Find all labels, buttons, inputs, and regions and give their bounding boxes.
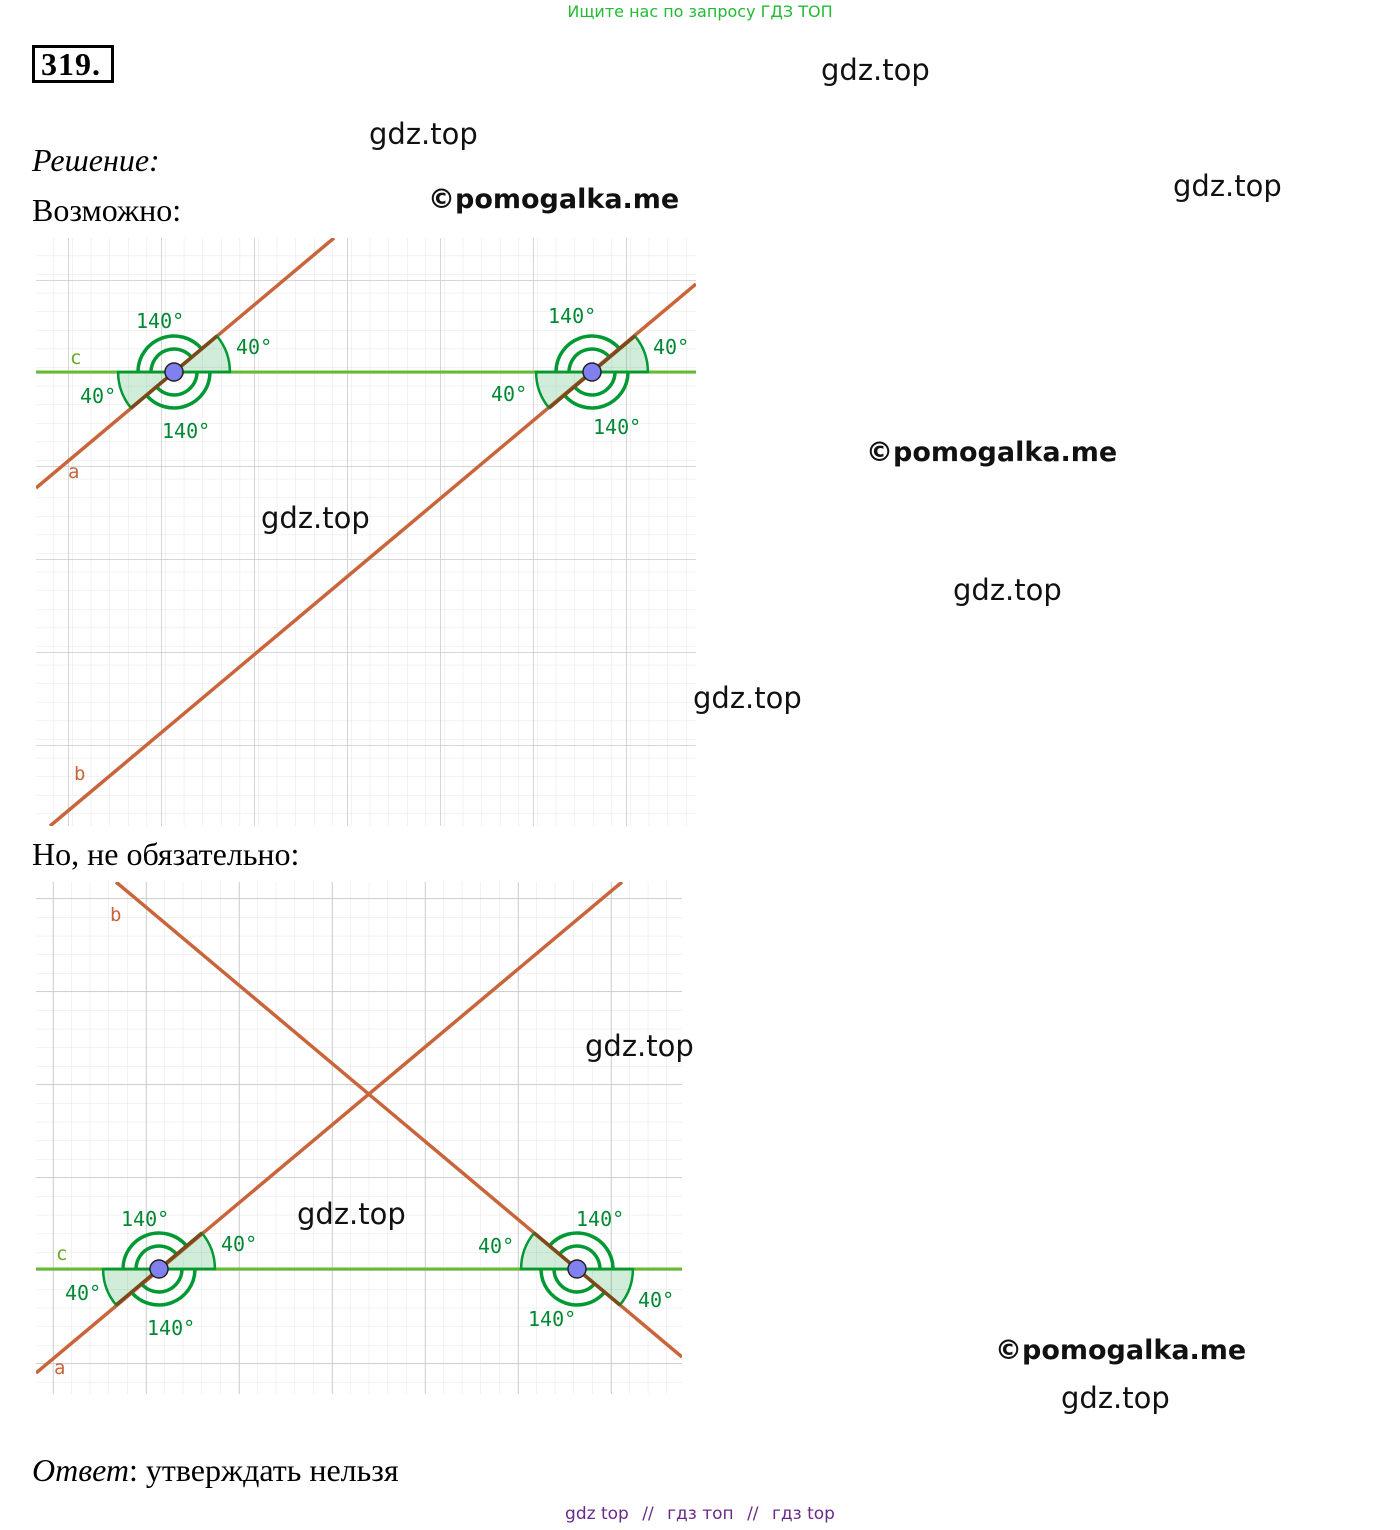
angle-label-v1-top: 140° <box>136 309 185 333</box>
watermark-gdz-4: gdz.top <box>261 501 370 535</box>
angle-label-v2-top: 140° <box>548 304 597 328</box>
watermark-gdz-3: gdz.top <box>1173 169 1282 203</box>
angle-label-f2v2-top: 140° <box>576 1207 625 1231</box>
footer-link-2[interactable]: гдз топ <box>667 1504 734 1524</box>
watermark-pomogalka-3: ©pomogalka.me <box>995 1335 1247 1366</box>
solution-label: Решение: <box>32 142 160 178</box>
footer-separator-2: // <box>747 1504 759 1524</box>
angle-label-v2-right: 40° <box>653 335 690 359</box>
label-line-a: a <box>68 461 80 483</box>
angle-label-f2v2-bottom: 140° <box>528 1307 577 1331</box>
answer-line <box>32 1452 399 1489</box>
problem-number: 319. <box>32 45 114 83</box>
label-line-c: c <box>70 347 82 369</box>
grid-major-2 <box>36 882 682 1394</box>
angle-label-v2-left: 40° <box>491 382 528 406</box>
footer-separator-1: // <box>642 1504 654 1524</box>
angle-label-v2-bottom: 140° <box>593 415 642 439</box>
angle-label-f2v1-bottom: 140° <box>147 1316 196 1340</box>
top-banner: Ищите нас по запросу ГДЗ ТОП <box>567 2 833 21</box>
watermark-gdz-1: gdz.top <box>821 53 930 87</box>
watermark-gdz-9: gdz.top <box>1061 1381 1170 1415</box>
angle-label-v1-right: 40° <box>236 335 273 359</box>
footer-links <box>0 1504 1400 1524</box>
label-line-a-2: a <box>54 1357 66 1379</box>
angle-label-v1-left: 40° <box>80 384 117 408</box>
watermark-gdz-7: gdz.top <box>585 1029 694 1063</box>
watermark-pomogalka-2: ©pomogalka.me <box>866 437 1118 468</box>
angle-label-v1-bottom: 140° <box>162 419 211 443</box>
label-line-c-2: c <box>56 1243 68 1265</box>
angle-label-f2v2-right: 40° <box>638 1288 675 1312</box>
answer-text: : утверждать нельзя <box>129 1452 399 1488</box>
watermark-gdz-8: gdz.top <box>297 1197 406 1231</box>
label-line-b: b <box>74 763 86 785</box>
footer-link-3[interactable]: гдз top <box>771 1504 835 1524</box>
watermark-gdz-6: gdz.top <box>693 681 802 715</box>
answer-label: Ответ <box>32 1452 129 1488</box>
angle-label-f2v1-left: 40° <box>65 1281 102 1305</box>
angle-label-f2v1-right: 40° <box>221 1232 258 1256</box>
vertex-point-fig2-1 <box>150 1260 168 1278</box>
watermark-gdz-5: gdz.top <box>953 573 1062 607</box>
watermark-gdz-2: gdz.top <box>369 117 478 151</box>
label-line-b-2: b <box>110 904 122 926</box>
possible-label: Возможно: <box>32 192 182 228</box>
but-not-necessarily-label: Но, не обязательно: <box>32 836 300 872</box>
figure-not-necessarily <box>36 882 682 1394</box>
vertex-point-1 <box>165 363 183 381</box>
watermark-pomogalka-1: ©pomogalka.me <box>428 184 680 215</box>
angle-label-f2v2-left: 40° <box>478 1234 515 1258</box>
footer-link-1[interactable]: gdz top <box>565 1504 629 1524</box>
vertex-point-fig2-2 <box>568 1260 586 1278</box>
angle-label-f2v1-top: 140° <box>121 1207 170 1231</box>
vertex-point-2 <box>583 363 601 381</box>
